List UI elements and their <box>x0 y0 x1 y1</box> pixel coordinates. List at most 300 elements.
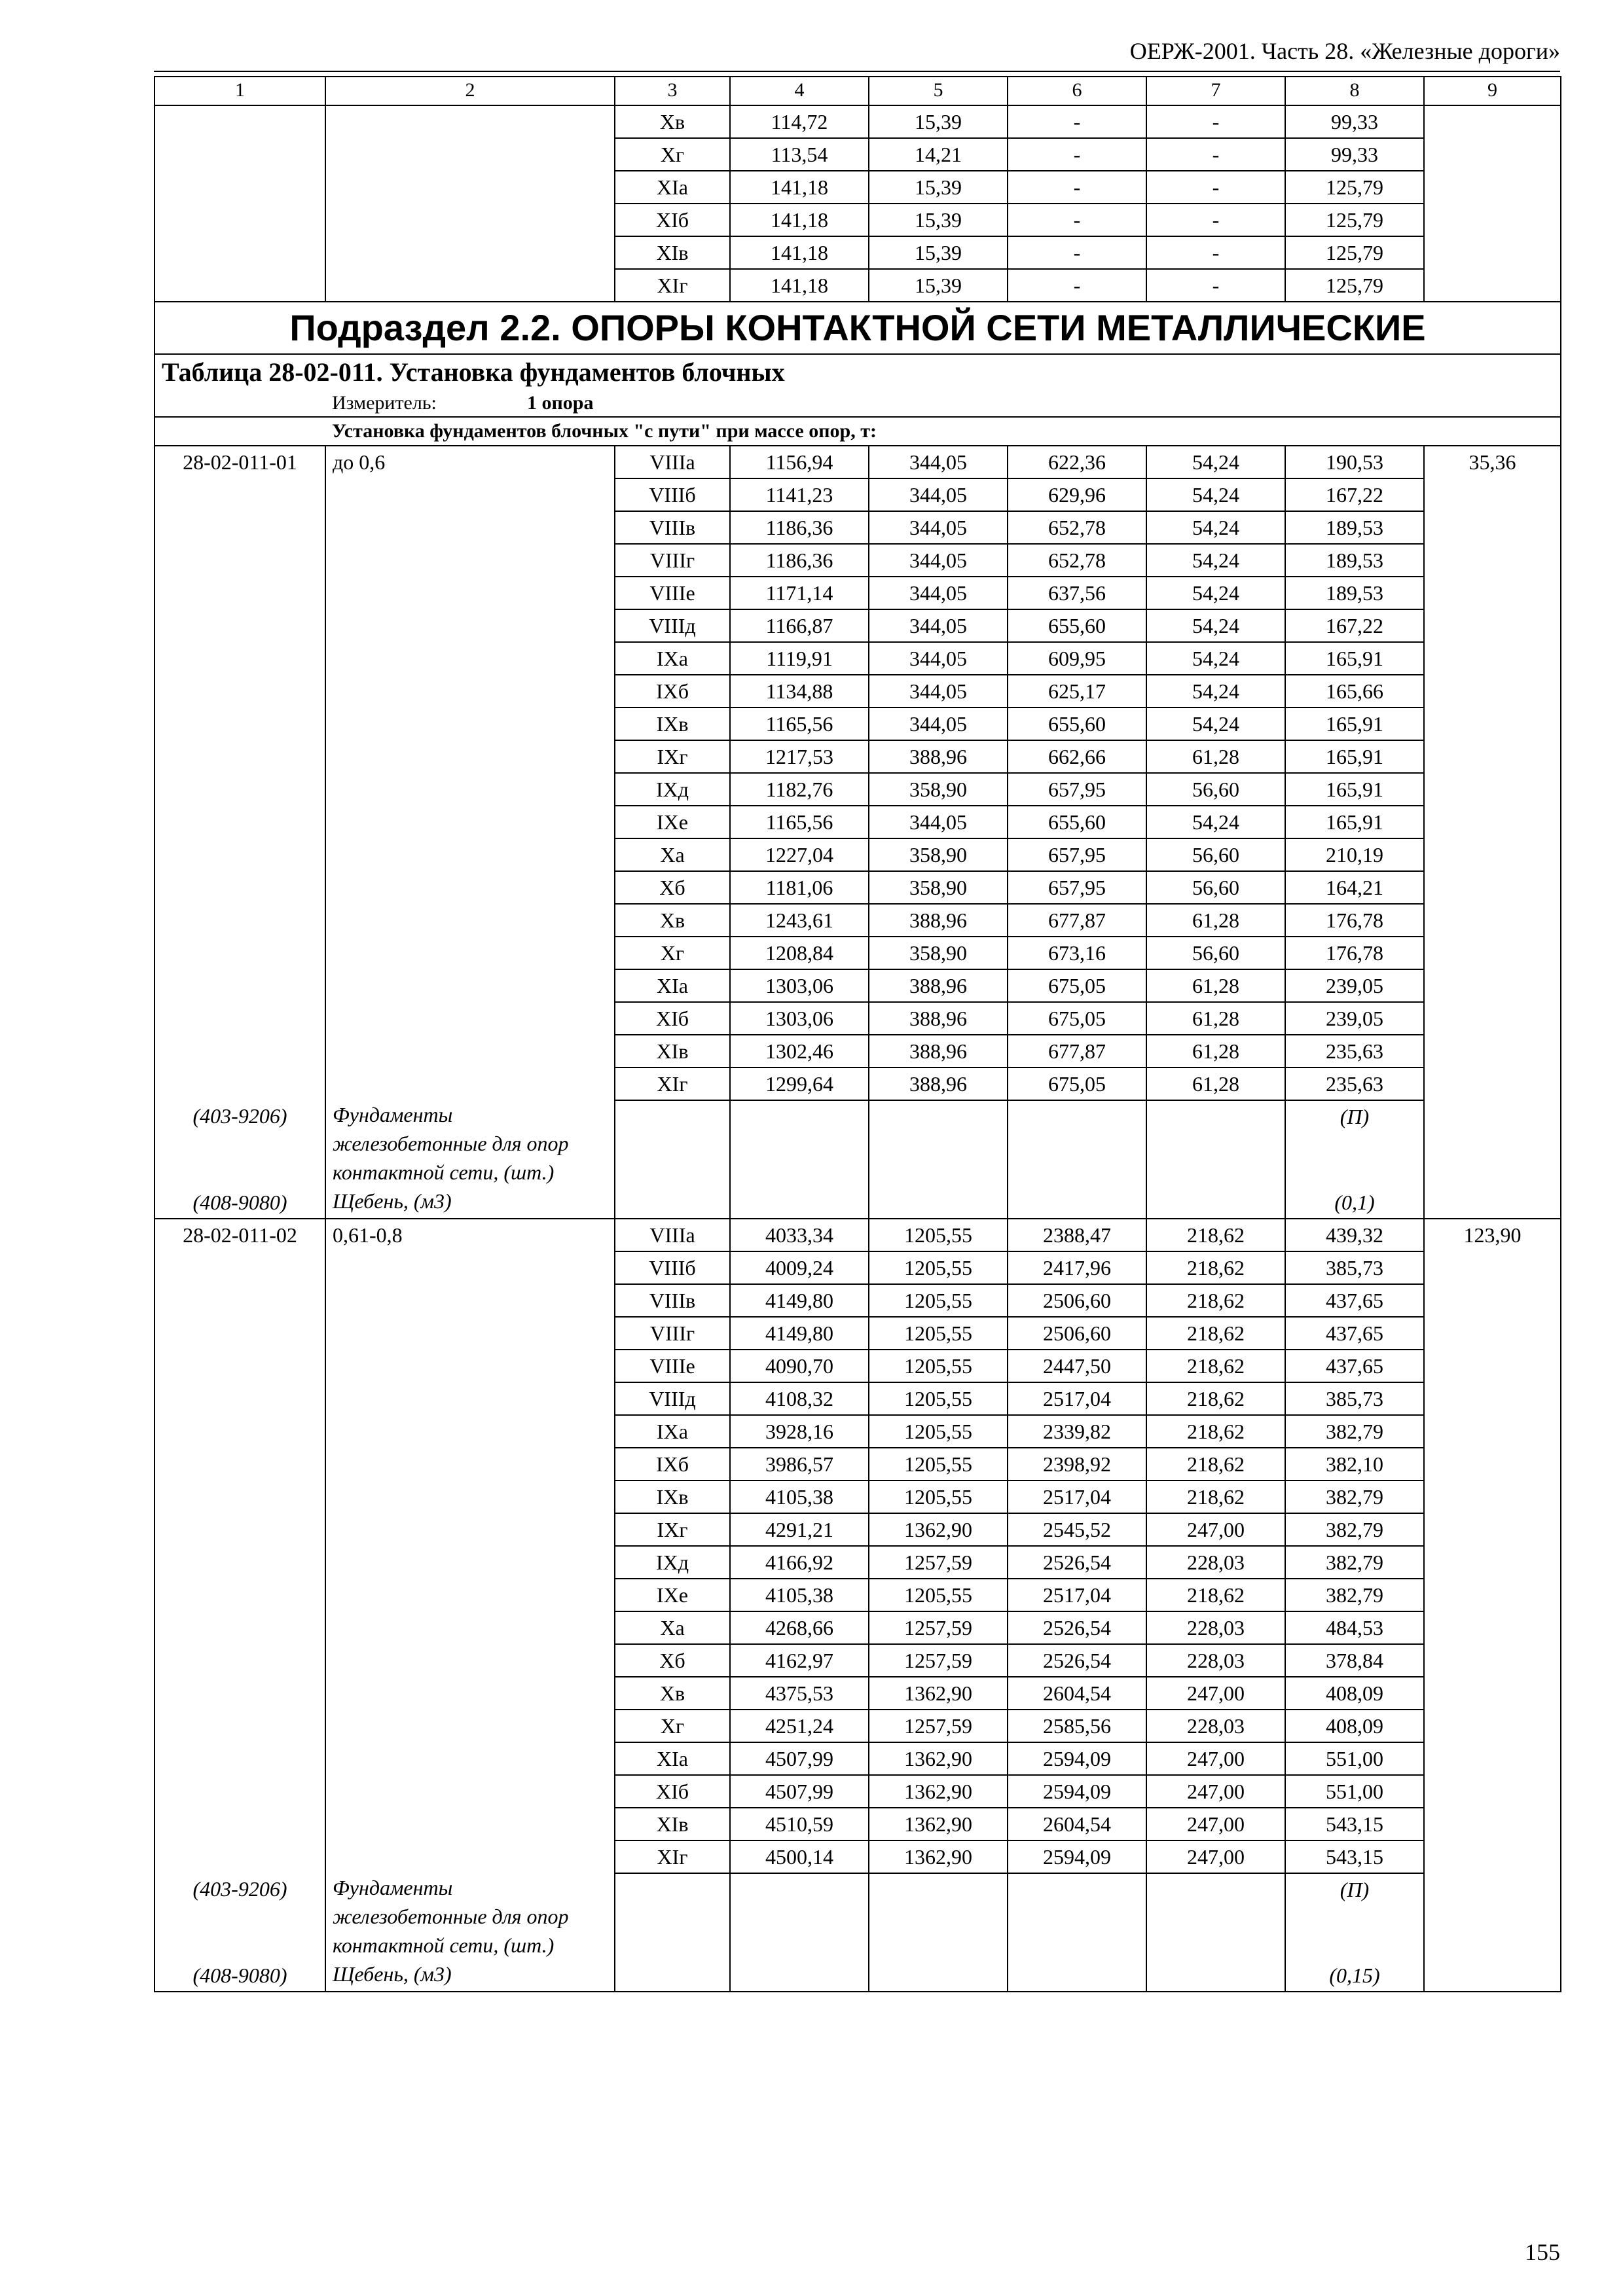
table-row <box>155 1710 1561 1742</box>
value-cell: 622,36 <box>1008 446 1146 478</box>
value-cell: - <box>1146 105 1285 138</box>
col9-cell <box>1424 740 1561 773</box>
value-cell: 1165,56 <box>730 708 869 740</box>
measure-value: 1 опора <box>527 392 594 414</box>
value-cell: 2585,56 <box>1008 1710 1146 1742</box>
empty-cell <box>869 1960 1008 1992</box>
value-cell: 1165,56 <box>730 806 869 838</box>
value-cell: ХIв <box>615 1808 730 1840</box>
value-cell: 675,05 <box>1008 1002 1146 1035</box>
name-cell <box>325 1067 615 1100</box>
value-cell: 2594,09 <box>1008 1775 1146 1808</box>
code-cell <box>155 675 325 708</box>
header-rule <box>154 71 1560 72</box>
table-row <box>155 1415 1561 1448</box>
value-cell: 165,91 <box>1285 642 1424 675</box>
col9-cell <box>1424 642 1561 675</box>
value-cell: 4507,99 <box>730 1775 869 1808</box>
name-cell <box>325 1808 615 1840</box>
value-cell: 4510,59 <box>730 1808 869 1840</box>
value-cell: 218,62 <box>1146 1251 1285 1284</box>
code-cell <box>155 1742 325 1775</box>
value-cell: 61,28 <box>1146 740 1285 773</box>
name-cell <box>325 511 615 544</box>
value-cell: 56,60 <box>1146 937 1285 969</box>
value-cell: Хг <box>615 937 730 969</box>
value-cell: 218,62 <box>1146 1480 1285 1513</box>
value-cell: 388,96 <box>869 969 1008 1002</box>
value-cell: 543,15 <box>1285 1808 1424 1840</box>
value-cell: 54,24 <box>1146 446 1285 478</box>
value-cell: 344,05 <box>869 642 1008 675</box>
col9-cell <box>1424 544 1561 577</box>
table-row <box>155 904 1561 937</box>
table-row <box>155 1350 1561 1382</box>
value-cell: Хв <box>615 1677 730 1710</box>
value-cell: 1205,55 <box>869 1382 1008 1415</box>
value-cell: - <box>1008 171 1146 204</box>
value-cell: 2604,54 <box>1008 1808 1146 1840</box>
value-cell: 344,05 <box>869 478 1008 511</box>
table-row <box>155 969 1561 1002</box>
value-cell: 54,24 <box>1146 478 1285 511</box>
table-row <box>155 838 1561 871</box>
value-cell: 165,91 <box>1285 773 1424 806</box>
value-cell: 382,79 <box>1285 1415 1424 1448</box>
value-cell: 2604,54 <box>1008 1677 1146 1710</box>
table-row <box>155 609 1561 642</box>
value-cell: 141,18 <box>730 236 869 269</box>
value-cell: 1217,53 <box>730 740 869 773</box>
value-cell: 3986,57 <box>730 1448 869 1480</box>
value-cell: 2526,54 <box>1008 1644 1146 1677</box>
value-cell: IXд <box>615 773 730 806</box>
value-cell: 235,63 <box>1285 1035 1424 1067</box>
col9-cell <box>1424 937 1561 969</box>
value-cell: 2526,54 <box>1008 1546 1146 1579</box>
name-cell <box>325 478 615 511</box>
value-cell: 54,24 <box>1146 511 1285 544</box>
empty-cell <box>1008 1960 1146 1992</box>
value-cell: 388,96 <box>869 1067 1008 1100</box>
subheading: Установка фундаментов блочных "с пути" при массе опор, т: <box>325 417 1561 446</box>
value-cell: 358,90 <box>869 937 1008 969</box>
value-cell: 1362,90 <box>869 1513 1008 1546</box>
value-cell: Хг <box>615 1710 730 1742</box>
value-cell: 1141,23 <box>730 478 869 511</box>
col9-cell <box>1424 478 1561 511</box>
column-number-row <box>155 77 1561 105</box>
name-cell <box>325 1284 615 1317</box>
name-cell <box>325 1677 615 1710</box>
value-cell: 344,05 <box>869 806 1008 838</box>
col9-cell <box>1424 1382 1561 1415</box>
name-cell <box>325 1513 615 1546</box>
code-cell <box>155 1350 325 1382</box>
name-cell <box>325 1251 615 1284</box>
empty-cell <box>615 1187 730 1219</box>
value-cell: 54,24 <box>1146 609 1285 642</box>
material-value: (П) <box>1285 1100 1424 1187</box>
value-cell: 1205,55 <box>869 1251 1008 1284</box>
estimate-table <box>154 76 1561 1992</box>
value-cell: 677,87 <box>1008 1035 1146 1067</box>
col9-cell <box>1424 204 1561 236</box>
value-cell: 15,39 <box>869 269 1008 302</box>
table-row <box>155 1840 1561 1873</box>
name-cell <box>325 1317 615 1350</box>
name-cell <box>325 105 615 138</box>
name-cell <box>325 1035 615 1067</box>
material-name: Щебень, (м3) <box>325 1960 615 1992</box>
table-row <box>155 446 1561 478</box>
code-cell <box>155 138 325 171</box>
value-cell: 2506,60 <box>1008 1317 1146 1350</box>
value-cell: 1257,59 <box>869 1546 1008 1579</box>
value-cell: 344,05 <box>869 577 1008 609</box>
table-row <box>155 773 1561 806</box>
table-row <box>155 871 1561 904</box>
code-cell <box>155 478 325 511</box>
code-cell <box>155 1677 325 1710</box>
value-cell: IXб <box>615 675 730 708</box>
name-cell <box>325 675 615 708</box>
column-number: 3 <box>615 77 730 105</box>
subheading-row <box>155 417 1561 446</box>
value-cell: 655,60 <box>1008 708 1146 740</box>
value-cell: 1362,90 <box>869 1840 1008 1873</box>
table-row <box>155 1644 1561 1677</box>
code-cell <box>155 708 325 740</box>
value-cell: 4268,66 <box>730 1611 869 1644</box>
table-row <box>155 1677 1561 1710</box>
column-number: 2 <box>325 77 615 105</box>
value-cell: 1205,55 <box>869 1219 1008 1251</box>
value-cell: VIIIе <box>615 577 730 609</box>
col9-cell <box>1424 1284 1561 1317</box>
col9-cell <box>1424 1742 1561 1775</box>
value-cell: 61,28 <box>1146 904 1285 937</box>
col9-cell <box>1424 1350 1561 1382</box>
value-cell: ХIб <box>615 1775 730 1808</box>
value-cell: IXг <box>615 1513 730 1546</box>
value-cell: 2594,09 <box>1008 1742 1146 1775</box>
value-cell: 2517,04 <box>1008 1579 1146 1611</box>
col9-cell <box>1424 1644 1561 1677</box>
value-cell: - <box>1146 269 1285 302</box>
code-cell <box>155 1546 325 1579</box>
table-row <box>155 1742 1561 1775</box>
value-cell: 2388,47 <box>1008 1219 1146 1251</box>
name-cell <box>325 642 615 675</box>
code-cell <box>155 937 325 969</box>
table-row <box>155 577 1561 609</box>
value-cell: 113,54 <box>730 138 869 171</box>
value-cell: 382,79 <box>1285 1513 1424 1546</box>
table-row <box>155 236 1561 269</box>
code-cell <box>155 969 325 1002</box>
value-cell: 218,62 <box>1146 1415 1285 1448</box>
material-code: (408-9080) <box>155 1187 325 1219</box>
code-cell <box>155 773 325 806</box>
table-row <box>155 269 1561 302</box>
column-number: 9 <box>1424 77 1561 105</box>
name-cell <box>325 1448 615 1480</box>
code-cell <box>155 1579 325 1611</box>
value-cell: Хв <box>615 904 730 937</box>
value-cell: 190,53 <box>1285 446 1424 478</box>
value-cell: 247,00 <box>1146 1808 1285 1840</box>
code-cell <box>155 236 325 269</box>
table-row <box>155 675 1561 708</box>
value-cell: 167,22 <box>1285 609 1424 642</box>
table-row <box>155 105 1561 138</box>
value-cell: IXе <box>615 1579 730 1611</box>
value-cell: IXв <box>615 1480 730 1513</box>
value-cell: 1156,94 <box>730 446 869 478</box>
table-row <box>155 642 1561 675</box>
value-cell: 652,78 <box>1008 544 1146 577</box>
value-cell: 657,95 <box>1008 871 1146 904</box>
name-cell <box>325 1415 615 1448</box>
code-cell <box>155 1035 325 1067</box>
col9-cell <box>1424 577 1561 609</box>
value-cell: 165,66 <box>1285 675 1424 708</box>
value-cell: 408,09 <box>1285 1677 1424 1710</box>
value-cell: 609,95 <box>1008 642 1146 675</box>
value-cell: 4291,21 <box>730 1513 869 1546</box>
page-number: 155 <box>1525 2239 1560 2265</box>
value-cell: VIIIв <box>615 1284 730 1317</box>
name-cell <box>325 1840 615 1873</box>
value-cell: 165,91 <box>1285 740 1424 773</box>
value-cell: 15,39 <box>869 204 1008 236</box>
value-cell: 228,03 <box>1146 1644 1285 1677</box>
value-cell: IXв <box>615 708 730 740</box>
value-cell: 382,79 <box>1285 1546 1424 1579</box>
value-cell: 176,78 <box>1285 904 1424 937</box>
value-cell: 1205,55 <box>869 1579 1008 1611</box>
value-cell: 4033,34 <box>730 1219 869 1251</box>
value-cell: 228,03 <box>1146 1546 1285 1579</box>
code-cell <box>155 1067 325 1100</box>
name-cell <box>325 204 615 236</box>
name-cell <box>325 544 615 577</box>
code-cell <box>155 642 325 675</box>
measure-spacer <box>155 390 325 417</box>
value-cell: 218,62 <box>1146 1219 1285 1251</box>
value-cell: 218,62 <box>1146 1350 1285 1382</box>
col9-cell <box>1424 969 1561 1002</box>
value-cell: 675,05 <box>1008 1067 1146 1100</box>
empty-cell <box>615 1960 730 1992</box>
value-cell: 61,28 <box>1146 1067 1285 1100</box>
value-cell: 54,24 <box>1146 544 1285 577</box>
empty-cell <box>1146 1960 1285 1992</box>
value-cell: 125,79 <box>1285 204 1424 236</box>
value-cell: 662,66 <box>1008 740 1146 773</box>
value-cell: 210,19 <box>1285 838 1424 871</box>
value-cell: 652,78 <box>1008 511 1146 544</box>
value-cell: VIIIб <box>615 1251 730 1284</box>
name-cell <box>325 269 615 302</box>
value-cell: 4162,97 <box>730 1644 869 1677</box>
col9-cell <box>1424 1100 1561 1187</box>
value-cell: 385,73 <box>1285 1382 1424 1415</box>
col9-cell <box>1424 1873 1561 1960</box>
code-cell <box>155 1448 325 1480</box>
name-cell <box>325 171 615 204</box>
value-cell: 1227,04 <box>730 838 869 871</box>
value-cell: 239,05 <box>1285 1002 1424 1035</box>
column-number: 7 <box>1146 77 1285 105</box>
value-cell: 247,00 <box>1146 1677 1285 1710</box>
table-row <box>155 1035 1561 1067</box>
col9-cell <box>1424 236 1561 269</box>
value-cell: 673,16 <box>1008 937 1146 969</box>
value-cell: IXа <box>615 1415 730 1448</box>
value-cell: 1205,55 <box>869 1415 1008 1448</box>
value-cell: ХIб <box>615 1002 730 1035</box>
value-cell: 344,05 <box>869 708 1008 740</box>
value-cell: 358,90 <box>869 838 1008 871</box>
value-cell: IXе <box>615 806 730 838</box>
empty-cell <box>869 1187 1008 1219</box>
empty-cell <box>1146 1100 1285 1187</box>
col9-cell <box>1424 1480 1561 1513</box>
value-cell: VIIIг <box>615 544 730 577</box>
value-cell: VIIIв <box>615 511 730 544</box>
value-cell: 437,65 <box>1285 1317 1424 1350</box>
value-cell: 1205,55 <box>869 1284 1008 1317</box>
code-cell <box>155 511 325 544</box>
table-row <box>155 1284 1561 1317</box>
name-cell <box>325 708 615 740</box>
value-cell: 1299,64 <box>730 1067 869 1100</box>
value-cell: Хб <box>615 1644 730 1677</box>
code-cell <box>155 105 325 138</box>
code-cell <box>155 1284 325 1317</box>
rate-code: 28-02-011-02 <box>155 1219 325 1251</box>
name-cell <box>325 1579 615 1611</box>
name-cell <box>325 1611 615 1644</box>
value-cell: IXа <box>615 642 730 675</box>
col9-cell <box>1424 1317 1561 1350</box>
value-cell: ХIв <box>615 1035 730 1067</box>
value-cell: 629,96 <box>1008 478 1146 511</box>
code-cell <box>155 1644 325 1677</box>
table-row <box>155 1480 1561 1513</box>
value-cell: 1171,14 <box>730 577 869 609</box>
value-cell: 344,05 <box>869 544 1008 577</box>
value-cell: 56,60 <box>1146 773 1285 806</box>
col9-cell <box>1424 838 1561 871</box>
value-cell: 358,90 <box>869 871 1008 904</box>
code-cell <box>155 740 325 773</box>
running-header: ОЕРЖ-2001. Часть 28. «Железные дороги» <box>1129 38 1560 64</box>
value-cell: 1208,84 <box>730 937 869 969</box>
code-cell <box>155 1808 325 1840</box>
value-cell: 1119,91 <box>730 642 869 675</box>
rate-code: 28-02-011-01 <box>155 446 325 478</box>
name-cell <box>325 577 615 609</box>
table-row <box>155 1251 1561 1284</box>
value-cell: 141,18 <box>730 269 869 302</box>
value-cell: 388,96 <box>869 1035 1008 1067</box>
value-cell: 114,72 <box>730 105 869 138</box>
value-cell: 189,53 <box>1285 544 1424 577</box>
name-cell <box>325 871 615 904</box>
name-cell <box>325 904 615 937</box>
value-cell: 385,73 <box>1285 1251 1424 1284</box>
value-cell: 2594,09 <box>1008 1840 1146 1873</box>
table-row <box>155 544 1561 577</box>
col9-cell <box>1424 806 1561 838</box>
value-cell: IXг <box>615 740 730 773</box>
value-cell: IXд <box>615 1546 730 1579</box>
value-cell: 61,28 <box>1146 1002 1285 1035</box>
table-row <box>155 1546 1561 1579</box>
value-cell: 176,78 <box>1285 937 1424 969</box>
empty-cell <box>730 1187 869 1219</box>
name-cell <box>325 838 615 871</box>
value-cell: 61,28 <box>1146 1035 1285 1067</box>
name-cell <box>325 236 615 269</box>
name-cell <box>325 1350 615 1382</box>
value-cell: 247,00 <box>1146 1775 1285 1808</box>
value-cell: 99,33 <box>1285 138 1424 171</box>
value-cell: ХIа <box>615 969 730 1002</box>
value-cell: 125,79 <box>1285 236 1424 269</box>
value-cell: - <box>1146 138 1285 171</box>
empty-cell <box>869 1100 1008 1187</box>
name-cell <box>325 937 615 969</box>
value-cell: VIIIе <box>615 1350 730 1382</box>
value-cell: - <box>1008 204 1146 236</box>
col9-cell <box>1424 511 1561 544</box>
material-row <box>155 1187 1561 1219</box>
empty-cell <box>730 1960 869 1992</box>
value-cell: 1362,90 <box>869 1742 1008 1775</box>
value-cell: 1362,90 <box>869 1775 1008 1808</box>
table-row <box>155 1775 1561 1808</box>
value-cell: 61,28 <box>1146 969 1285 1002</box>
value-cell: 2545,52 <box>1008 1513 1146 1546</box>
table-row <box>155 478 1561 511</box>
value-cell: ХIв <box>615 236 730 269</box>
name-cell <box>325 1002 615 1035</box>
value-cell: 388,96 <box>869 1002 1008 1035</box>
name-cell <box>325 1382 615 1415</box>
value-cell: 1134,88 <box>730 675 869 708</box>
value-cell: 4375,53 <box>730 1677 869 1710</box>
value-cell: ХIг <box>615 1840 730 1873</box>
value-cell: 218,62 <box>1146 1317 1285 1350</box>
value-cell: 14,21 <box>869 138 1008 171</box>
code-cell <box>155 171 325 204</box>
table-row <box>155 937 1561 969</box>
value-cell: 54,24 <box>1146 675 1285 708</box>
col9-cell <box>1424 138 1561 171</box>
value-cell: 189,53 <box>1285 511 1424 544</box>
col9-cell <box>1424 1775 1561 1808</box>
value-cell: ХIа <box>615 171 730 204</box>
name-cell <box>325 773 615 806</box>
column-number: 5 <box>869 77 1008 105</box>
code-cell <box>155 544 325 577</box>
col9-value: 35,36 <box>1424 446 1561 478</box>
col9-cell <box>1424 1579 1561 1611</box>
